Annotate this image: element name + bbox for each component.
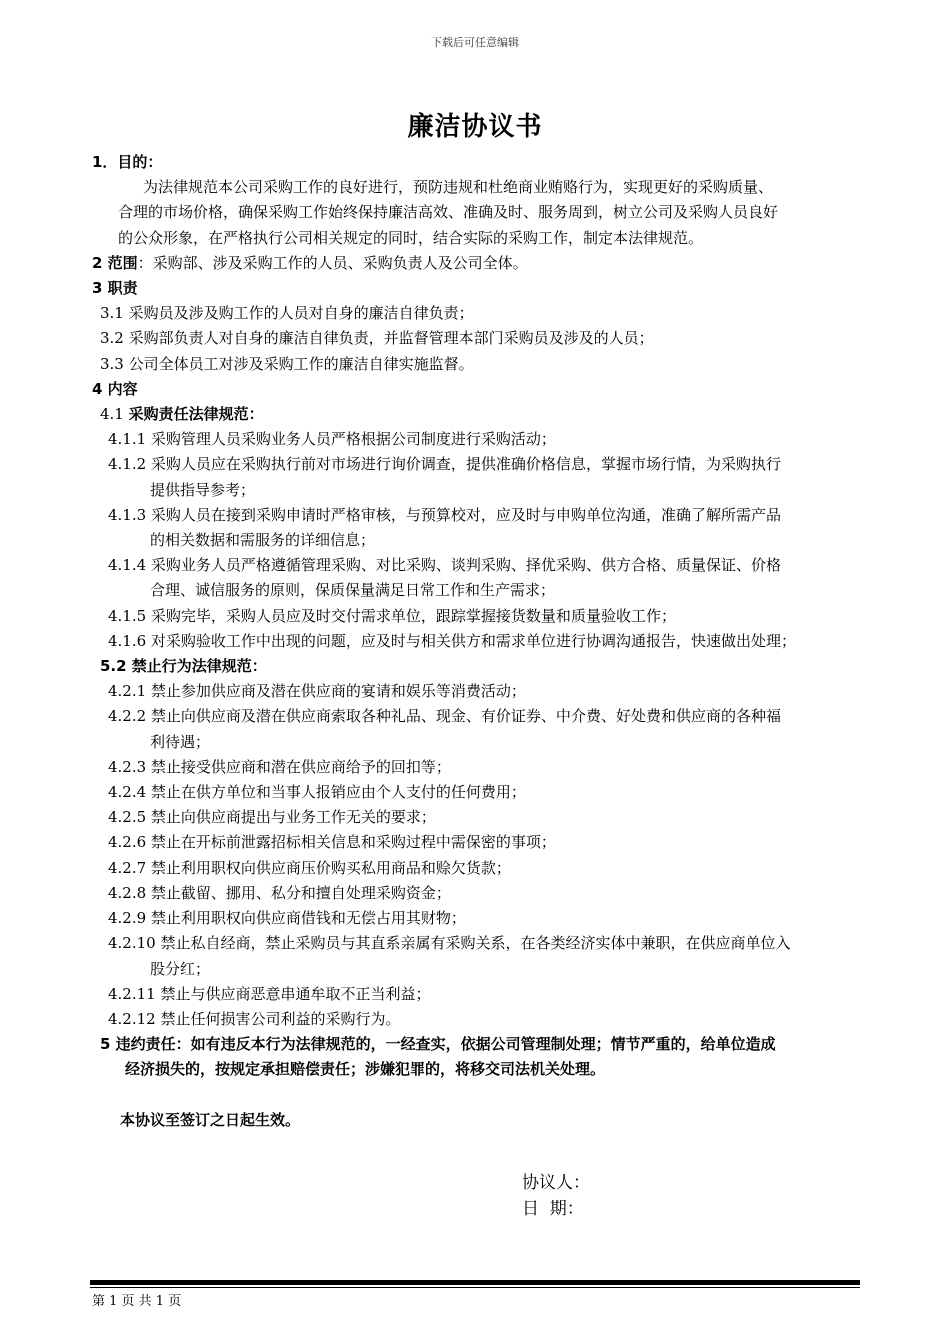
header-note: 下载后可任意编辑 bbox=[431, 36, 519, 49]
subsection-4-1-heading bbox=[100, 402, 950, 427]
section-2-text: ：采购部、涉及采购工作的人员、采购负责人及公司全体。 bbox=[137, 253, 528, 272]
effective-statement: 本协议至签订之日起生效。 bbox=[120, 1110, 301, 1129]
clause-line: 4.1.3 采购人员在接到采购申请时严格审核，与预算校对，应及时与申购单位沟通，准确了解所需产品 bbox=[108, 505, 781, 524]
section-3-item: 3.2 采购部负责人对自身的廉洁自律负责，并监督管理本部门采购员及涉及的人员； bbox=[100, 329, 654, 348]
clause-continuation: 股分红； bbox=[150, 959, 211, 978]
clause-line: 4.1.6 对采购验收工作中出现的问题，应及时与相关供方和需求单位进行协调沟通报告，快速做出处理； bbox=[108, 631, 796, 650]
section-2 bbox=[92, 251, 950, 276]
signature-block bbox=[522, 1170, 590, 1222]
clause-line: 4.2.7 禁止利用职权向供应商压价购买私用商品和赊欠货款； bbox=[108, 858, 511, 877]
clause-continuation: 的相关数据和需服务的详细信息； bbox=[150, 531, 376, 550]
clause-line: 4.2.1 禁止参加供应商及潜在供应商的宴请和娱乐等消费活动； bbox=[108, 682, 526, 701]
section-5-line: 5 违约责任：如有违反本行为法律规范的，一经查实，依据公司管理制处理；情节严重的，给单位造成 bbox=[100, 1035, 776, 1054]
clause-line: 4.1.5 采购完毕，采购人员应及时交付需求单位，跟踪掌握接货数量和质量验收工作； bbox=[108, 606, 676, 625]
footer-rule-thin bbox=[90, 1287, 860, 1288]
section-3-item: 3.1 采购员及涉及购工作的人员对自身的廉洁自律负责； bbox=[100, 304, 474, 323]
section-1-line: 的公众形象，在严格执行公司相关规定的同时，结合实际的采购工作，制定本法律规范。 bbox=[118, 228, 704, 247]
clause-line: 4.1.2 采购人员应在采购执行前对市场进行询价调查，提供准确价格信息，掌握市场行情，为采购执行 bbox=[108, 455, 781, 474]
clause-line: 4.2.5 禁止向供应商提出与业务工作无关的要求； bbox=[108, 808, 436, 827]
clause-continuation: 合理、诚信服务的原则，保质保量满足日常工作和生产需求； bbox=[150, 581, 556, 600]
section-5-line: 经济损失的，按规定承担赔偿责任；涉嫌犯罪的，将移交司法机关处理。 bbox=[125, 1060, 606, 1079]
clause-line: 4.2.6 禁止在开标前泄露招标相关信息和采购过程中需保密的事项； bbox=[108, 833, 556, 852]
section-1-line: 为法律规范本公司采购工作的良好进行，预防违规和杜绝商业贿赂行为，实现更好的采购质量、 bbox=[143, 178, 774, 197]
subsection-4-2-heading: 5.2 禁止行为法律规范： bbox=[100, 657, 267, 676]
clause-line: 4.2.2 禁止向供应商及潜在供应商索取各种礼品、现金、有价证券、中介费、好处费和供应商的各种福 bbox=[108, 707, 781, 726]
section-4-heading: 4 内容 bbox=[92, 379, 138, 398]
document-body bbox=[0, 150, 950, 1133]
clause-continuation: 利待遇； bbox=[150, 732, 211, 751]
signatory-label: 协议人： bbox=[522, 1173, 590, 1193]
footer-rule bbox=[90, 1280, 860, 1285]
section-1-heading: 1．目的： bbox=[92, 153, 163, 171]
blank-line bbox=[0, 1083, 950, 1108]
page-number: 第 1 页 共 1 页 bbox=[92, 1294, 182, 1309]
subsection-4-1-title: 采购责任法律规范： bbox=[128, 405, 264, 424]
subsection-4-1-number: 4.1 bbox=[100, 405, 129, 424]
section-3-heading: 3 职责 bbox=[92, 279, 138, 298]
section-3-item: 3.3 公司全体员工对涉及采购工作的廉洁自律实施监督。 bbox=[100, 354, 474, 373]
clause-line: 4.2.10 禁止私自经商，禁止采购员与其直系亲属有采购关系，在各类经济实体中兼职，在供应商单位入 bbox=[108, 934, 791, 953]
document-title: 廉洁协议书 bbox=[407, 112, 543, 142]
clause-line: 4.2.9 禁止利用职权向供应商借钱和无偿占用其财物； bbox=[108, 909, 466, 928]
date-label: 日 期： bbox=[522, 1199, 584, 1219]
clause-line: 4.2.11 禁止与供应商恶意串通牟取不正当利益； bbox=[108, 984, 431, 1003]
section-2-label: 2 范围 bbox=[92, 253, 138, 272]
clause-continuation: 提供指导参考； bbox=[150, 480, 256, 499]
clause-line: 4.2.8 禁止截留、挪用、私分和擅自处理采购资金； bbox=[108, 883, 451, 902]
section-1-line: 合理的市场价格，确保采购工作始终保持廉洁高效、准确及时、服务周到，树立公司及采购人员良好 bbox=[118, 203, 779, 222]
clause-line: 4.1.4 采购业务人员严格遵循管理采购、对比采购、谈判采购、择优采购、供方合格、质量保证、价格 bbox=[108, 556, 781, 575]
clause-line: 4.2.4 禁止在供方单位和当事人报销应由个人支付的任何费用； bbox=[108, 783, 526, 802]
clause-line: 4.2.12 禁止任何损害公司利益的采购行为。 bbox=[108, 1009, 401, 1028]
clause-line: 4.1.1 采购管理人员采购业务人员严格根据公司制度进行采购活动； bbox=[108, 430, 556, 449]
clause-line: 4.2.3 禁止接受供应商和潜在供应商给予的回扣等； bbox=[108, 757, 451, 776]
